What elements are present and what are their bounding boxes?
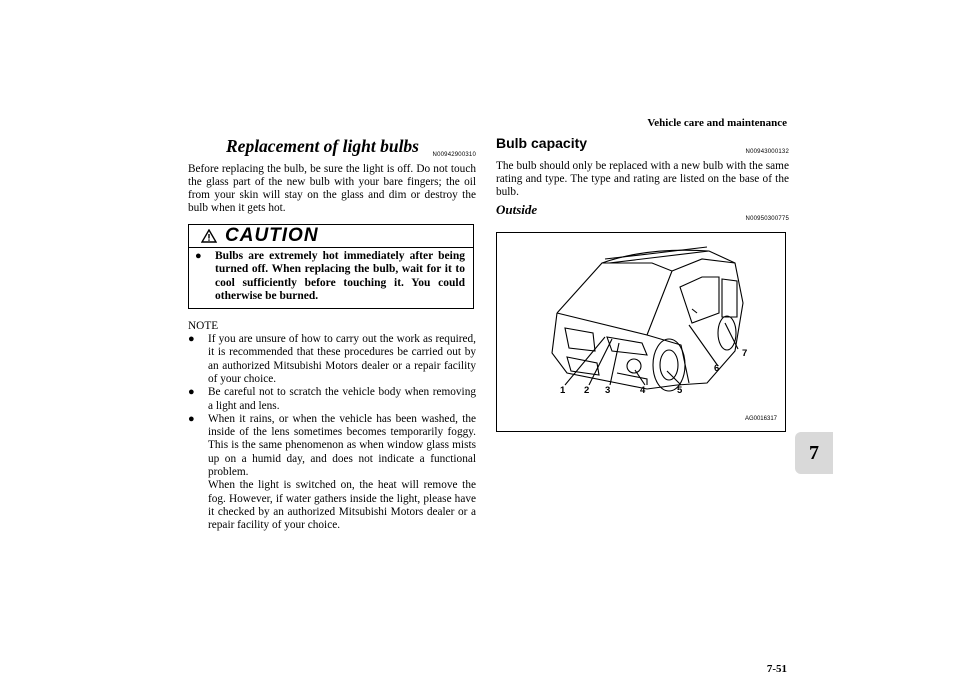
section-title: Replacement of light bulbs (226, 136, 419, 156)
callout-6: 6 (714, 363, 720, 375)
bullet-icon: ● (188, 333, 195, 346)
callout-1: 1 (560, 385, 566, 397)
vehicle-illustration (497, 233, 785, 431)
left-column (188, 138, 476, 533)
note-text: When it rains, or when the vehicle has been washed, the inside of the lens sometimes becomes temporarily foggy. This is the same phenomenon as when window glass mists up on a humid day, and does not indicate a functional problem. When the light is switched on, the heat will remove the fog. However, if water gathers inside the light, please have it checked by an authorized Mitsubishi Motors dealer or a repair facility of your choice. (208, 412, 476, 532)
note-item (188, 413, 476, 533)
caution-item (189, 248, 473, 308)
page-number: 7-51 (766, 663, 787, 675)
caution-heading: CAUTION (225, 225, 319, 247)
callout-5: 5 (677, 385, 683, 397)
callout-4: 4 (640, 385, 646, 397)
note-label: NOTE (188, 319, 219, 332)
note-item (188, 386, 476, 413)
right-column (496, 135, 789, 432)
note-text: If you are unsure of how to carry out the work as required, it is recommended that these procedures be carried out by an authorized Mitsubishi Motors dealer or a repair facility of your choice. (208, 333, 476, 385)
section-code: N00950300775 (745, 215, 789, 222)
callout-3: 3 (605, 385, 611, 397)
bullet-icon: ● (195, 249, 202, 262)
running-header: Vehicle care and maintenance (647, 117, 787, 129)
bulb-capacity-text: The bulb should only be replaced with a new bulb with the same rating and type. The type and rating are listed on the base of the bulb. (496, 159, 789, 199)
caution-header (189, 225, 473, 248)
bullet-icon: ● (188, 386, 195, 399)
caution-text: Bulbs are extremely hot immediately after being turned off. When replacing the bulb, wait for it to cool sufficiently before touching it. You could otherwise be burned. (215, 249, 465, 303)
outside-subtitle: Outside (496, 202, 538, 218)
figure-code: AG0016317 (744, 415, 777, 422)
caution-box (188, 224, 474, 309)
note-text: Be careful not to scratch the vehicle body when removing a light and lens. (208, 386, 476, 412)
callout-2: 2 (584, 385, 590, 397)
section-code: N00943000132 (745, 149, 789, 156)
callout-7: 7 (742, 348, 748, 360)
vehicle-figure (496, 232, 786, 432)
bulb-capacity-title: Bulb capacity (496, 135, 588, 151)
chapter-tab: 7 (795, 432, 833, 474)
note-item (188, 333, 476, 386)
warning-triangle-icon (201, 229, 217, 243)
bullet-icon: ● (188, 412, 195, 425)
intro-paragraph: Before replacing the bulb, be sure the light is off. Do not touch the glass part of the new bulb with your bare fingers; the oil from your skin will stay on the glass and dim or destroy the bulb when it gets hot. (188, 162, 476, 215)
section-code: N00942900310 (432, 152, 476, 159)
